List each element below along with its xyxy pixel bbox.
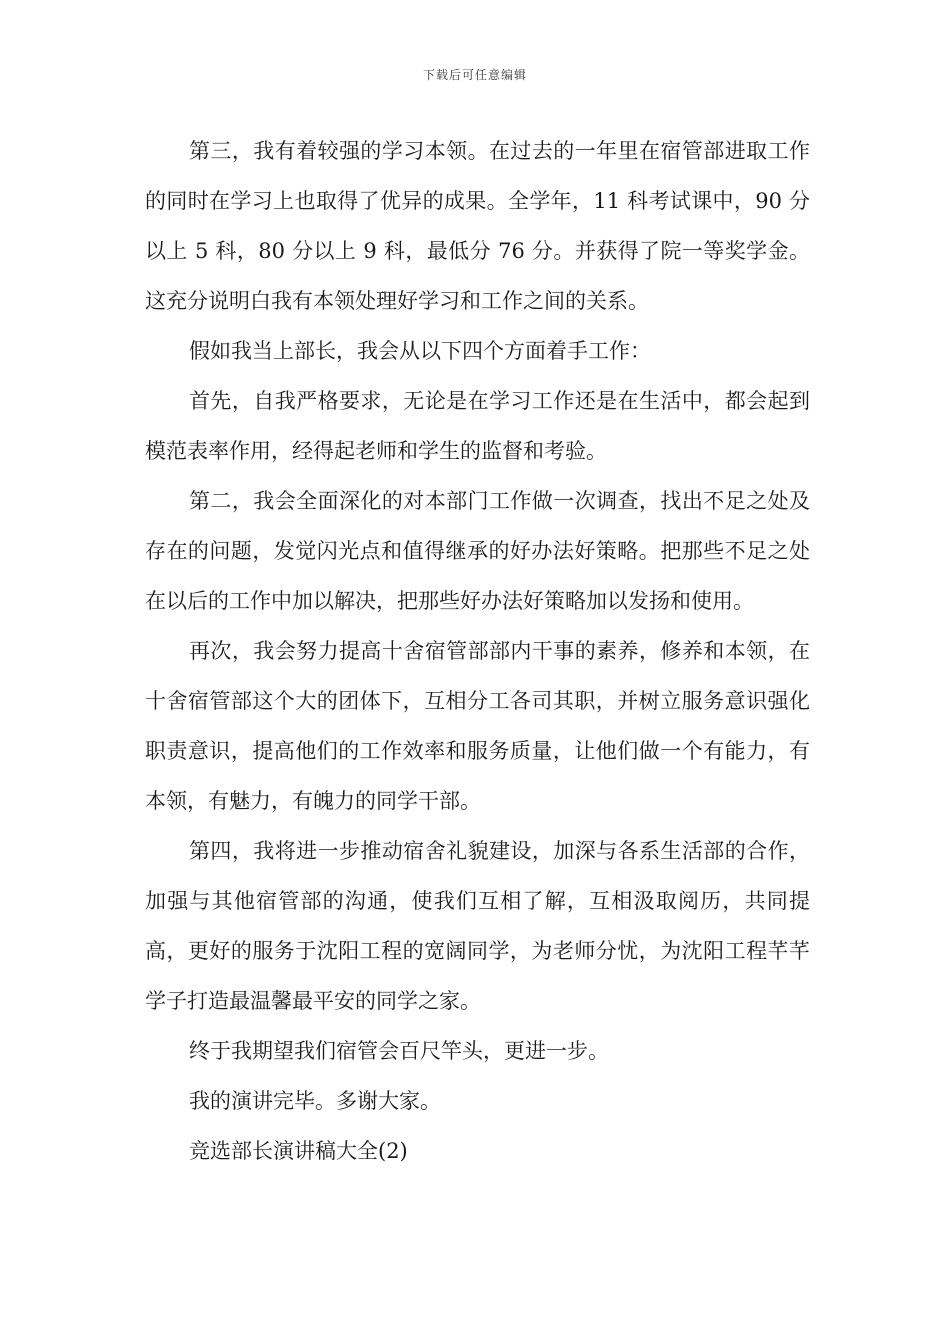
paragraph-plan-fourth: 第四，我将进一步推动宿舍礼貌建设，加深与各系生活部的合作，加强与其他宿管部的沟通，使我们互相了解，互相汲取阅历，共同提高，更好的服务于沈阳工程的宽阔同学，为老师分忧，为沈阳工程芊芊学子打造最温馨最平安的同学之家。 (145, 839, 810, 1013)
paragraph-closing: 我的演讲完毕。多谢大家。 (189, 1089, 441, 1113)
page-header: 下载后可任意编辑 (422, 68, 527, 82)
paragraph-plan-second: 第二，我会全面深化的对本部门工作做一次调查，找出不足之处及存在的问题，发觉闪光点和值得继承的好办法好策略。把那些不足之处在以后的工作中加以解决，把那些好办法好策略加以发扬和使用。 (145, 489, 810, 613)
paragraph-hope: 终于我期望我们宿管会百尺竿头，更进一步。 (189, 1039, 609, 1063)
document-body (145, 126, 810, 1176)
paragraph-plan-third: 再次，我会努力提高十舍宿管部部内干事的素养，修养和本领，在十舍宿管部这个大的团体下，互相分工各司其职，并树立服务意识强化职责意识，提高他们的工作效率和服务质量，让他们做一个有能力，有本领，有魅力，有魄力的同学干部。 (145, 639, 810, 813)
paragraph-plan-first: 首先，自我严格要求，无论是在学习工作还是在生活中，都会起到模范表率作用，经得起老师和学生的监督和考验。 (145, 389, 810, 463)
section-title: 竞选部长演讲稿大全(2) (189, 1139, 408, 1163)
paragraph-plan-intro: 假如我当上部长，我会从以下四个方面着手工作： (189, 339, 651, 363)
paragraph-study-ability: 第三，我有着较强的学习本领。在过去的一年里在宿管部进取工作的同时在学习上也取得了优异的成果。全学年，11 科考试课中，90 分以上 5 科，80 分以上 9 科，最低分 76 分。并获得了院一等奖学金。这充分说明白我有本领处理好学习和工作之间的关系。 (145, 139, 810, 313)
